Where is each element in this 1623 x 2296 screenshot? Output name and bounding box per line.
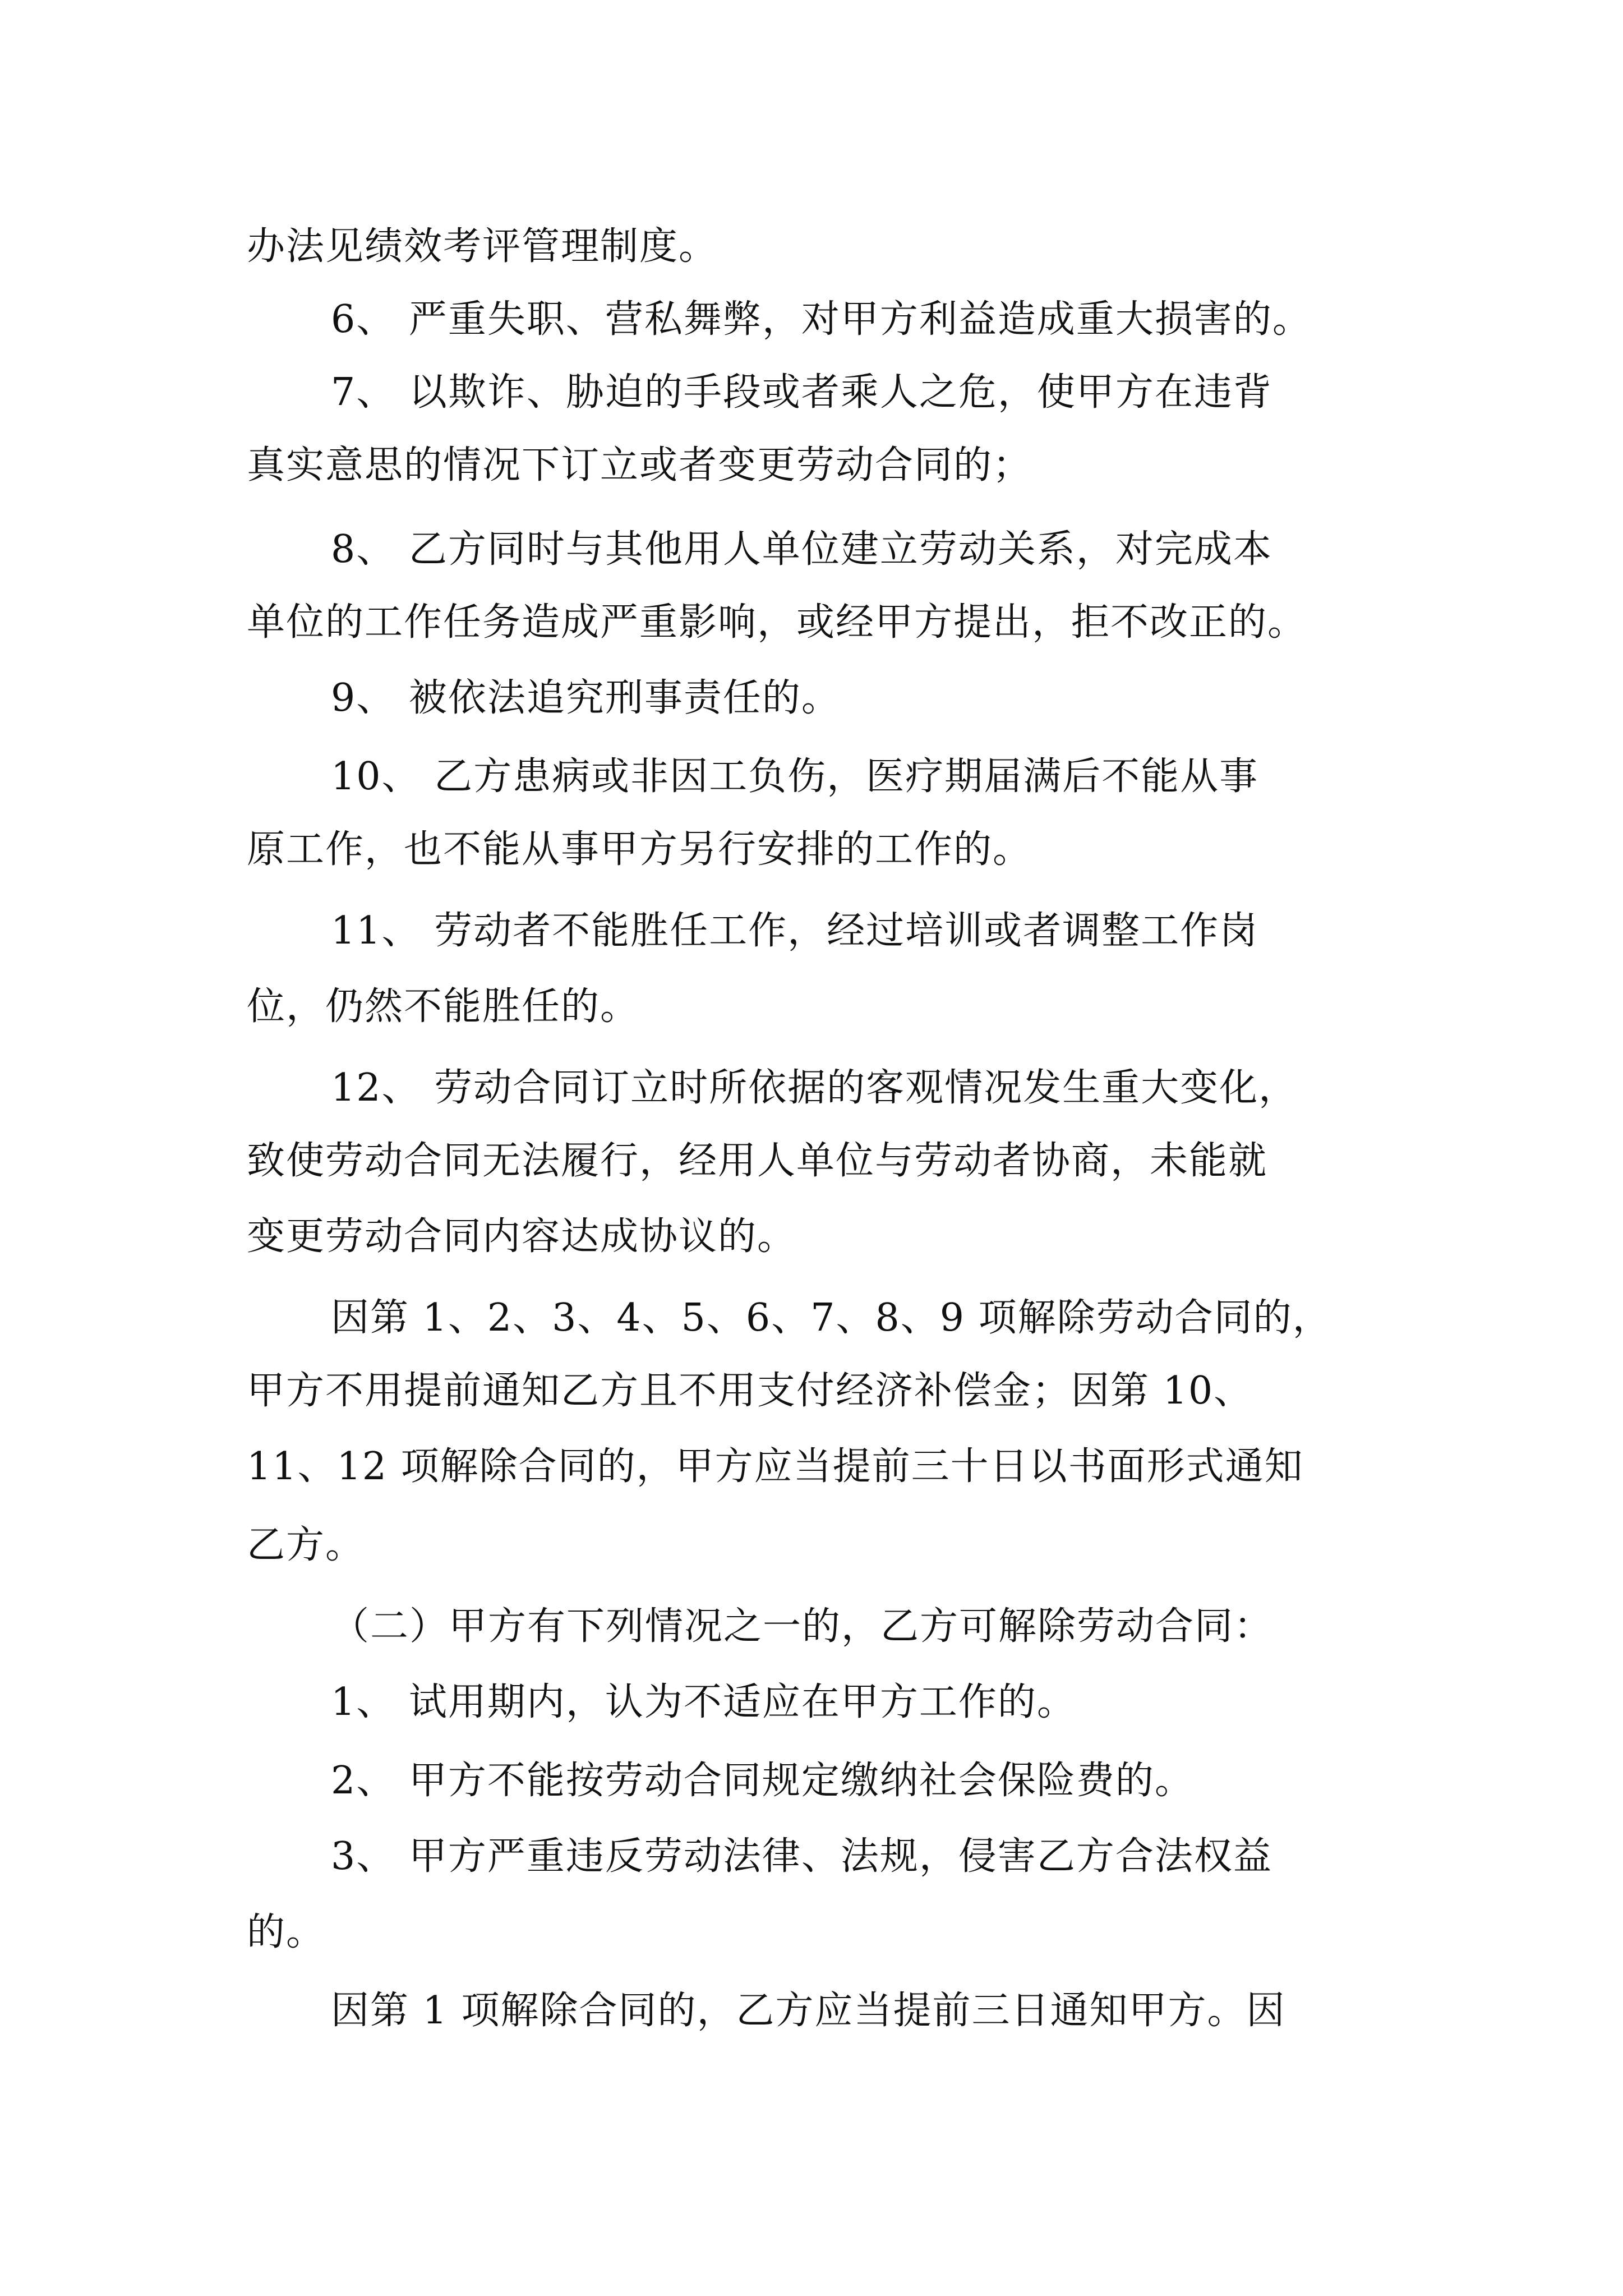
text-line: 因第 1 项解除合同的，乙方应当提前三日通知甲方。因 bbox=[331, 1989, 1286, 2033]
text-line: 1、 试用期内，认为不适应在甲方工作的。 bbox=[331, 1680, 1076, 1724]
text-line: 7、 以欺诈、胁迫的手段或者乘人之危，使甲方在违背 bbox=[331, 370, 1272, 415]
text-line: 原工作，也不能从事甲方另行安排的工作的。 bbox=[247, 827, 1032, 872]
text-line: （二）甲方有下列情况之一的，乙方可解除劳动合同： bbox=[331, 1604, 1274, 1649]
text-line: 办法见绩效考评管理制度。 bbox=[247, 224, 718, 269]
text-line: 8、 乙方同时与其他用人单位建立劳动关系，对完成本 bbox=[331, 527, 1272, 572]
text-line: 10、 乙方患病或非因工负伤，医疗期届满后不能从事 bbox=[331, 754, 1259, 799]
text-line: 11、 劳动者不能胜任工作，经过培训或者调整工作岗 bbox=[331, 909, 1259, 953]
text-line: 甲方不用提前通知乙方且不用支付经济补偿金；因第 10、 bbox=[247, 1369, 1253, 1413]
text-line: 变更劳动合同内容达成协议的。 bbox=[247, 1214, 797, 1259]
text-line: 致使劳动合同无法履行，经用人单位与劳动者协商，未能就 bbox=[247, 1139, 1268, 1183]
text-line: 9、 被依法追究刑事责任的。 bbox=[331, 676, 841, 720]
text-line: 的。 bbox=[247, 1910, 326, 1954]
text-line: 真实意思的情况下订立或者变更劳动合同的； bbox=[247, 443, 1032, 487]
text-line: 6、 严重失职、营私舞弊，对甲方利益造成重大损害的。 bbox=[331, 297, 1312, 342]
text-line: 3、 甲方严重违反劳动法律、法规，侵害乙方合法权益 bbox=[331, 1834, 1272, 1879]
text-line: 因第 1、2、3、4、5、6、7、8、9 项解除劳动合同的， bbox=[331, 1296, 1332, 1340]
text-line: 单位的工作任务造成严重影响，或经甲方提出，拒不改正的。 bbox=[247, 600, 1307, 645]
text-line: 12、 劳动合同订立时所依据的客观情况发生重大变化， bbox=[331, 1066, 1298, 1110]
text-line: 2、 甲方不能按劳动合同规定缴纳社会保险费的。 bbox=[331, 1759, 1194, 1803]
text-line: 11、12 项解除合同的，甲方应当提前三十日以书面形式通知 bbox=[247, 1444, 1304, 1489]
text-line: 乙方。 bbox=[247, 1523, 365, 1567]
text-line: 位，仍然不能胜任的。 bbox=[247, 984, 640, 1029]
